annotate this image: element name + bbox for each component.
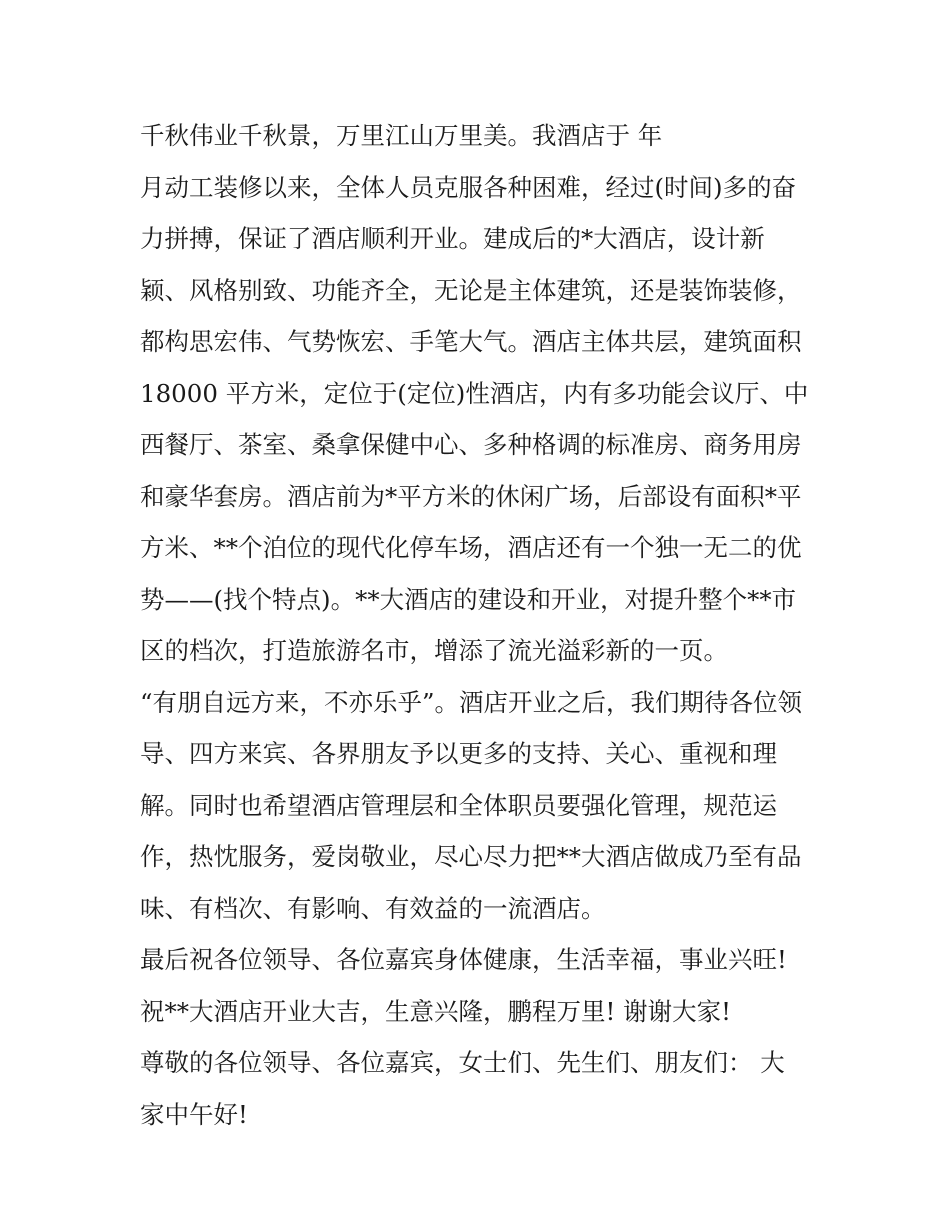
- text-line: 导、四方来宾、各界朋友予以更多的支持、关心、重视和理: [140, 739, 777, 768]
- document-body: [140, 110, 830, 1140]
- text-line: 作，热忱服务，爱岗敬业，尽心尽力把**大酒店做成乃至有品: [140, 842, 802, 871]
- text-line: 18000 平方米，定位于(定位)性酒店，内有多功能会议厅、中: [140, 378, 809, 408]
- text-line: 势——(找个特点)。**大酒店的建设和开业，对提升整个**市: [140, 584, 797, 614]
- text-line: 西餐厅、茶室、桑拿保健中心、多种格调的标准房、商务用房: [140, 430, 802, 459]
- text-line: “有朋自远方来，不亦乐乎”。酒店开业之后，我们期待各位领: [140, 687, 803, 717]
- text-line: 区的档次，打造旅游名市，增添了流光溢彩新的一页。: [140, 636, 728, 665]
- text-line: 千秋伟业千秋景，万里江山万里美。我酒店于 年: [140, 121, 663, 150]
- text-line: 最后祝各位领导、各位嘉宾身体健康，生活幸福，事业兴旺!: [140, 945, 787, 974]
- text-line: 和豪华套房。酒店前为*平方米的休闲广场，后部设有面积*平: [140, 481, 802, 511]
- text-line: 味、有档次、有影响、有效益的一流酒店。: [140, 893, 606, 923]
- text-line: 方米、**个泊位的现代化停车场，酒店还有一个独一无二的优: [140, 533, 802, 562]
- text-line: 解。同时也希望酒店管理层和全体职员要强化管理，规范运: [140, 790, 777, 820]
- text-line: 尊敬的各位领导、各位嘉宾，女士们、先生们、朋友们： 大: [140, 1048, 785, 1077]
- text-line: 颖、风格别致、功能齐全，无论是主体建筑，还是装饰装修，: [140, 275, 802, 305]
- text-line: 月动工装修以来，全体人员克服各种困难，经过(时间)多的奋: [140, 172, 797, 202]
- text-line: 家中午好!: [140, 1099, 248, 1129]
- text-line: 力拼搏，保证了酒店顺利开业。建成后的*大酒店，设计新: [140, 224, 765, 253]
- text-line: 都构思宏伟、气势恢宏、手笔大气。酒店主体共层，建筑面积: [140, 327, 802, 356]
- text-line: 祝**大酒店开业大吉，生意兴隆，鹏程万里! 谢谢大家!: [140, 996, 731, 1026]
